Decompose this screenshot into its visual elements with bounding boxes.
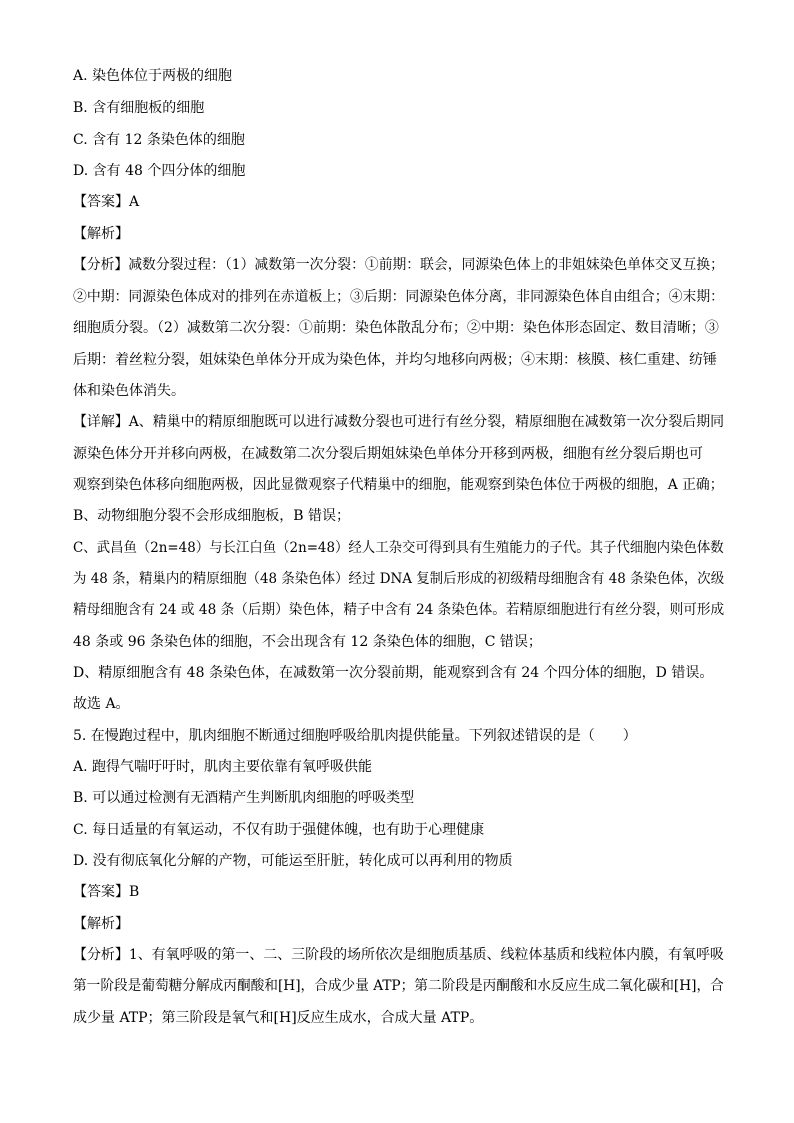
q4-conclusion: 故选 A。 xyxy=(73,696,130,712)
q4-detail-line: 观察到染色体移向细胞两极，因此显微观察子代精巢中的细胞，能观察到染色体位于两极的细胞，A 正确； xyxy=(73,477,724,493)
q4-detail-line: 为 48 条，精巢内的精原细胞（48 条染色体）经过 DNA 复制后形成的初级精母细胞含有 48 条染色体，次级 xyxy=(73,571,725,587)
q4-analysis-line: 后期：着丝粒分裂，姐妹染色单体分开成为染色体，并均匀地移向两极；④末期：核膜、核仁重建、纺锤 xyxy=(73,352,717,368)
q5-answer: 【答案】B xyxy=(73,884,140,900)
q4-detail-line: B、动物细胞分裂不会形成细胞板，B 错误； xyxy=(73,508,351,524)
q4-option-a: A. 染色体位于两极的细胞 xyxy=(73,68,233,84)
q4-detail-line: 精母细胞含有 24 或 48 条（后期）染色体，精子中含有 24 条染色体。若精原细胞进行有丝分裂，则可形成 xyxy=(73,602,725,618)
q4-analysis-line: 体和染色体消失。 xyxy=(73,383,185,399)
q4-option-c: C. 含有 12 条染色体的细胞 xyxy=(73,132,245,148)
q5-jiexi-heading: 【解析】 xyxy=(73,916,129,932)
q5-analysis-line: 第一阶段是葡萄糖分解成丙酮酸和[H]，合成少量 ATP；第二阶段是丙酮酸和水反应生成二氧化碳和[H]，合 xyxy=(73,978,724,994)
q4-analysis-line: ②中期：同源染色体成对的排列在赤道板上；③后期：同源染色体分离，非同源染色体自由组合；④末期： xyxy=(73,289,725,305)
q4-answer: 【答案】A xyxy=(73,194,140,210)
q5-option-c: C. 每日适量的有氧运动，不仅有助于强健体魄，也有助于心理健康 xyxy=(73,822,485,838)
q4-option-b: B. 含有细胞板的细胞 xyxy=(73,100,205,116)
q5-option-d: D. 没有彻底氧化分解的产物，可能运至肝脏，转化成可以再利用的物质 xyxy=(73,853,513,869)
q4-analysis-line: 细胞质分裂。（2）减数第二次分裂：①前期：染色体散乱分布；②中期：染色体形态固定、数目清晰；③ xyxy=(73,320,719,336)
q5-stem: 5. 在慢跑过程中，肌肉细胞不断通过细胞呼吸给肌肉提供能量。下列叙述错误的是（ ） xyxy=(73,728,637,744)
q4-analysis-line: 【分析】减数分裂过程：（1）减数第一次分裂：①前期：联会，同源染色体上的非姐妹染色单体交叉互换； xyxy=(73,257,724,273)
q5-analysis-line: 成少量 ATP；第三阶段是氧气和[H]反应生成水，合成大量 ATP。 xyxy=(73,1010,484,1026)
q4-detail-line: C、武昌鱼（2n=48）与长江白鱼（2n=48）经人工杂交可得到具有生殖能力的子代。其子代细胞内染色体数 xyxy=(73,540,724,556)
q4-detail-line: 源染色体分开并移向两极，在减数第二次分裂后期姐妹染色单体分开移到两极，细胞有丝分裂后期也可 xyxy=(73,446,703,462)
q4-detail-line: D、精原细胞含有 48 条染色体，在减数第一次分裂前期，能观察到含有 24 个四分体的细胞，D 错误。 xyxy=(73,665,714,681)
q4-detail-line: 48 条或 96 条染色体的细胞，不会出现含有 12 条染色体的细胞，C 错误； xyxy=(73,634,542,650)
q5-analysis-line: 【分析】1、有氧呼吸的第一、二、三阶段的场所依次是细胞质基质、线粒体基质和线粒体内膜，有氧呼吸 xyxy=(73,947,724,963)
q4-detail-line: 【详解】A、精巢中的精原细胞既可以进行减数分裂也可进行有丝分裂，精原细胞在减数第一次分裂后期同 xyxy=(73,414,725,430)
q4-jiexi-heading: 【解析】 xyxy=(73,226,129,242)
q5-option-a: A. 跑得气喘吁吁时，肌肉主要依靠有氧呼吸供能 xyxy=(73,759,373,775)
q4-option-d: D. 含有 48 个四分体的细胞 xyxy=(73,163,246,179)
q5-option-b: B. 可以通过检测有无酒精产生判断肌肉细胞的呼吸类型 xyxy=(73,790,415,806)
